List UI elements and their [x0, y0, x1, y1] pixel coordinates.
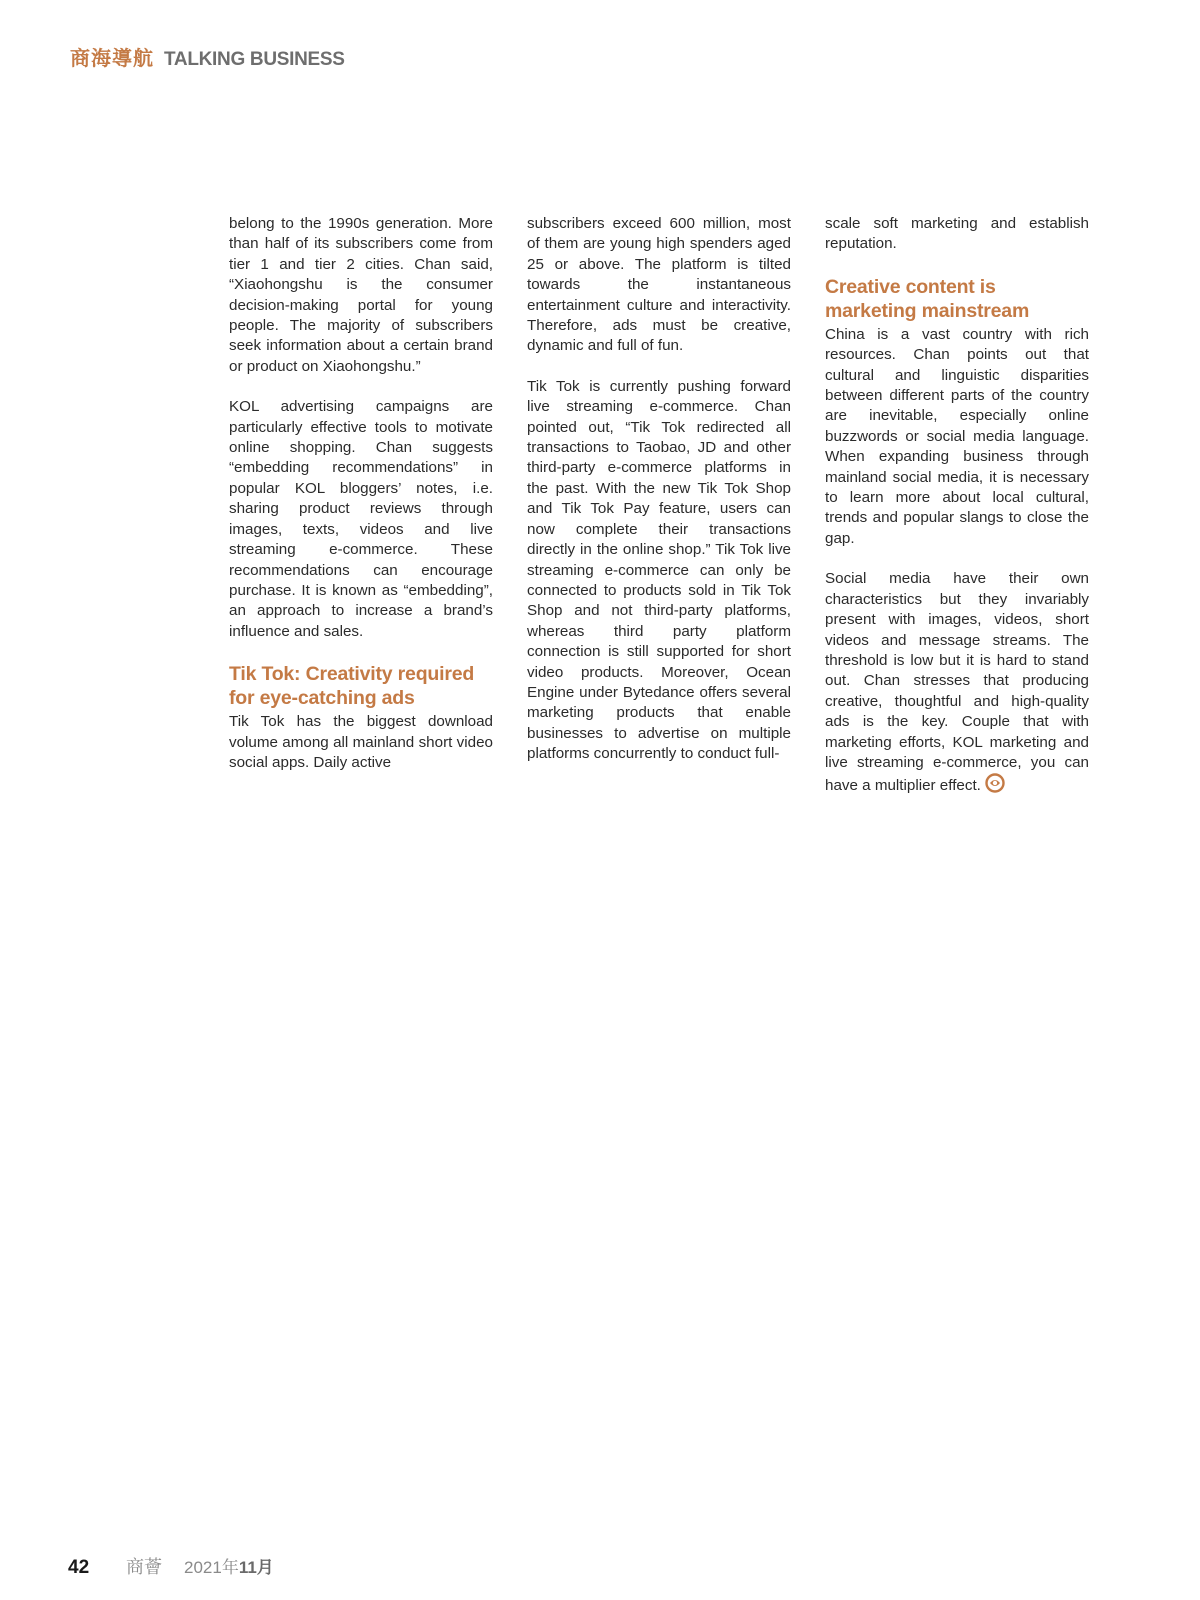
- section-header: [70, 42, 345, 72]
- paragraph-text: Social media have their own characteristics but they invariably present with images, videos, short videos and message streams. The threshold is low but it is hard to stand out. Chan stresses that producing creative, thoughtful and high-quality ads is the key. Couple that with marketing efforts, KOL marketing and live streaming e-commerce, you can have a multiplier effect.: [825, 570, 1089, 795]
- section-title-english: TALKING BUSINESS: [164, 49, 345, 70]
- paragraph: China is a vast country with rich resources. Chan points out that cultural and linguistic disparities between different parts of the country are inevitable, especially online buzzwords or social media language. When expanding business through mainland social media, it is necessary to learn more about local cultural, trends and popular slangs to close the gap.: [825, 325, 1089, 547]
- issue-date-month: 11月: [238, 1558, 274, 1577]
- paragraph: scale soft marketing and establish reputation.: [825, 215, 1089, 253]
- article-column-2: [527, 214, 791, 765]
- page-number: 42: [68, 1557, 90, 1578]
- magazine-title: 商薈: [126, 1557, 162, 1577]
- page-footer: [68, 1553, 274, 1579]
- issue-date: [184, 1553, 274, 1578]
- article-column-1: [229, 214, 493, 773]
- subheading-creative-content: Creative content is marketing mainstream: [825, 275, 1030, 322]
- paragraph-final: [825, 569, 1089, 799]
- paragraph: Tik Tok is currently pushing forward live streaming e-commerce. Chan pointed out, “Tik Tok redirected all transactions to Taobao, JD and other third-party e-commerce platforms in the past. With the new Tik Tok Shop and Tik Tok Pay feature, users can now complete their transactions directly in the online shop.” Tik Tok live streaming e-commerce can only be connected to products sold in Tik Tok Shop and not third-party platforms, whereas third party platform connection is still supported for short video products. Moreover, Ocean Engine under Bytedance offers several marketing products that enable businesses to advertise on multiple platforms concurrently to conduct full-: [527, 377, 791, 763]
- paragraph: Tik Tok has the biggest download volume among all mainland short video social apps. Daily active: [229, 713, 493, 771]
- subheading-tiktok: Tik Tok: Creativity required for eye-catching ads: [229, 663, 475, 710]
- section-title-chinese: 商海導航: [70, 48, 154, 70]
- issue-date-year: 2021年: [184, 1558, 239, 1577]
- paragraph: KOL advertising campaigns are particularly effective tools to motivate online shopping. Chan suggests “embedding recommendations” in popular KOL bloggers’ notes, i.e. sharing product reviews through images, texts, videos and live streaming e-commerce. These recommendations can encourage purchase. It is known as “embedding”, an approach to increase a brand’s influence and sales.: [229, 398, 493, 640]
- paragraph: subscribers exceed 600 million, most of them are young high spenders aged 25 or above. The platform is tilted towards the instantaneous entertainment culture and interactivity. Therefore, ads must be creative, dynamic and full of fun.: [527, 215, 791, 355]
- end-of-article-logo-icon: [985, 773, 1005, 799]
- article-column-3: [825, 214, 1089, 800]
- paragraph: belong to the 1990s generation. More than half of its subscribers come from tier 1 and tier 2 cities. Chan said, “Xiaohongshu is the consumer decision-making portal for young people. The majority of subscribers seek information about a certain brand or product on Xiaohongshu.”: [229, 215, 493, 375]
- article-body: [229, 214, 1089, 795]
